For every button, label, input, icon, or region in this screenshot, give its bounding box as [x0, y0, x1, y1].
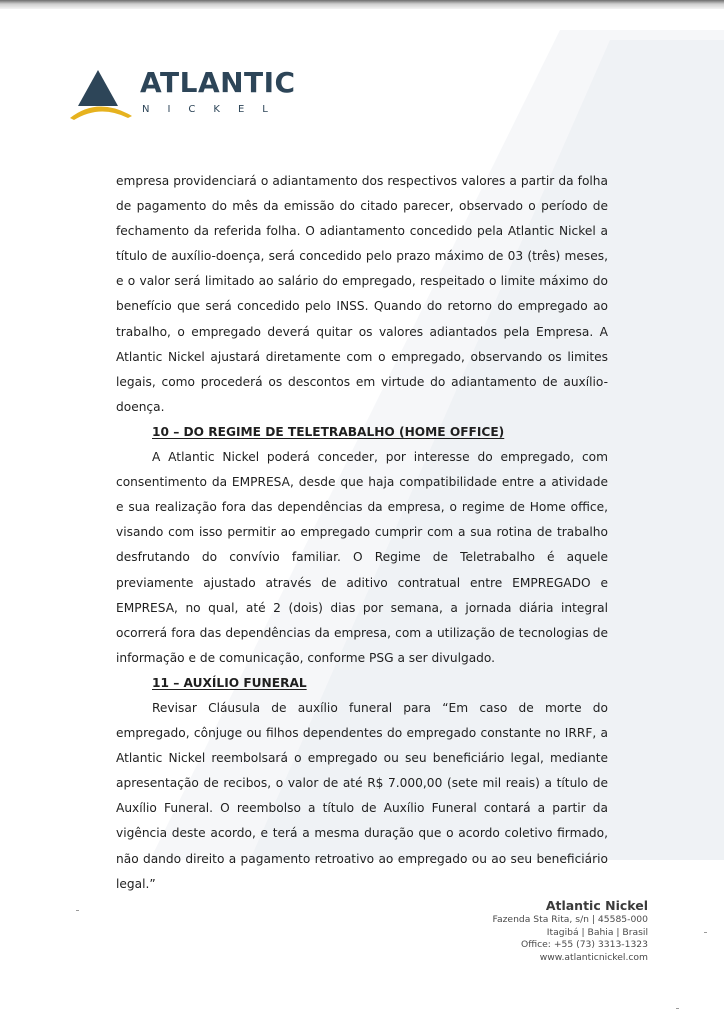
- footer-address-line-2: Itagibá | Bahia | Brasil: [546, 926, 648, 938]
- scan-speck: [76, 910, 79, 911]
- footer-company-name: Atlantic Nickel: [545, 898, 648, 913]
- logo-triangle-icon: [68, 66, 134, 122]
- scan-speck: [704, 932, 707, 933]
- paragraph-auxilio-doenca: empresa providenciará o adiantamento dos respectivos valores a partir da folha de pagamento do mês da emissão do citado parecer, observado o período de fechamento da referida folha. O adiantamento concedido pela Atlantic Nickel a título de auxílio-doença, será concedido pelo prazo máximo de 03 (três) meses, e o valor será limitado ao salário do empregado, respeitado o limite máximo do benefício que será concedido pelo INSS. Quando do retorno do empregado ao trabalho, o empregado deverá quitar os valores adiantados pela Empresa. A Atlantic Nickel ajustará diretamente com o empregado, observando os limites legais, como procederá os descontos em virtude do adiantamento de auxílio-doença.: [116, 174, 608, 414]
- paragraph-auxilio-funeral: Revisar Cláusula de auxílio funeral para “Em caso de morte do empregado, cônjuge ou filhos dependentes do empregado constante no IRRF, a Atlantic Nickel reembolsará o empregado ou seu beneficiário legal, mediante apresentação de recibos, o valor de até R$ 7.000,00 (sete mil reais) a título de Auxílio Funeral. O reembolso a título de Auxílio Funeral contará a partir da vigência deste acordo, e terá a mesma duração que o acordo coletivo firmado, não dando direito a pagamento retroativo ao empregado ou ao seu beneficiário legal.”: [116, 700, 608, 891]
- paragraph-teletrabalho: A Atlantic Nickel poderá conceder, por interesse do empregado, com consentimento da EMPRESA, desde que haja compatibilidade entre a atividade e sua realização fora das dependências da empresa, o regime de Home office, visando com isso permitir ao empregado cumprir com a sua rotina de trabalho desfrutando do convívio familiar. O Regime de Teletrabalho é aquele previamente ajustado através de aditivo contratual entre EMPREGADO e EMPRESA, no qual, até 2 (dois) dias por semana, a jornada diária integral ocorrerá fora das dependências da empresa, com a utilização de tecnologias de informação e de comunicação, conforme PSG a ser divulgado.: [116, 450, 608, 665]
- company-logo: [68, 66, 298, 126]
- footer-website: www.atlanticnickel.com: [539, 951, 648, 963]
- document-body: [116, 169, 608, 897]
- footer-address-line-1: Fazenda Sta Rita, s/n | 45585-000: [492, 914, 648, 925]
- heading-auxilio-funeral: 11 – AUXÍLIO FUNERAL: [152, 675, 307, 690]
- footer-address-block: [493, 898, 648, 964]
- logo-subtitle: NICKEL: [142, 104, 286, 115]
- footer-phone: Office: +55 (73) 3313-1323: [520, 939, 648, 950]
- scan-speck: [676, 1008, 679, 1009]
- logo-wordmark: ATLANTIC: [140, 66, 296, 99]
- heading-teletrabalho: 10 – DO REGIME DE TELETRABALHO (HOME OFFICE): [152, 424, 505, 439]
